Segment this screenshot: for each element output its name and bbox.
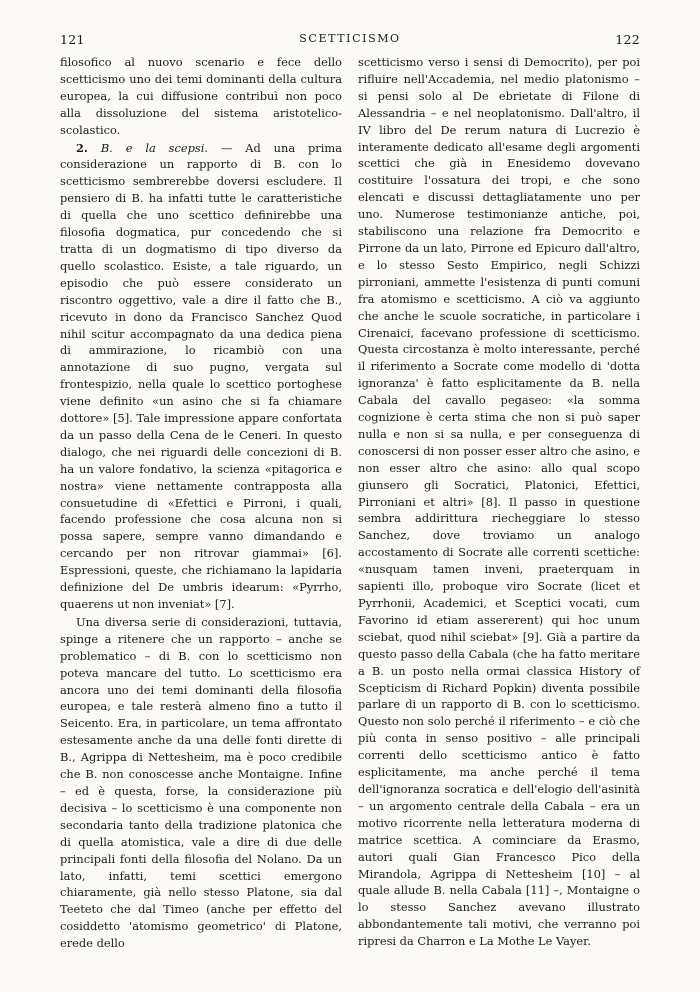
section-title: B. e la scepsi. xyxy=(100,140,209,155)
left-column xyxy=(60,54,342,952)
section-text: — Ad una prima considerazione un rapporto di B. con lo scetticismo sembrerebbe doversi escludere. Il pensiero di B. ha infatti tutte le caratteristiche di quella che uno scettico definirebbe una filosofia dogmatica, pur concedendo che si tratta di un dogmatismo di tipo diverso da quello scolastico. Esiste, a tale riguardo, un episodio che può essere considerato un riscontro oggettivo, vale a dire il fatto che B., ricevuto in dono da Francisco Sanchez Quod nihil scitur accompagnato da una dedica piena di ammirazione, lo ricambiò con una annotazione di suo pugno, vergata sul frontespizio, nella quale lo scettico portoghese viene definito «un asino che si fa chiamare dottore» [5]. Tale impressione appare confortata da un passo della Cena de le Ceneri. In questo dialogo, che nei riguardi delle concezioni di B. ha un valore fondativo, la scienza «pitagorica e nostra» viene nettamente contrapposta alla consuetudine di «Efettici e Pirroni, i quali, facendo professione che cosa alcuna non si possa sapere, sempre vanno dimandando e cercando per non ritrovar giammai» [6]. Espressioni, queste, che richiamano la lapidaria definizione del De umbris idearum: «Pyrrho, quaerens ut non inveniat» [7]. xyxy=(60,140,342,611)
section-paragraph xyxy=(60,140,342,613)
right-column xyxy=(358,54,640,950)
running-head xyxy=(60,32,640,50)
right-page-number: 122 xyxy=(615,32,640,47)
paragraph-continuation: filosofico al nuovo scenario e fece dello scetticismo uno dei temi dominanti della cultura europea, la cui diffusione contribuì non poco alla dissoluzione del sistema aristotelico-scolastico. xyxy=(60,55,342,137)
section-number: 2. xyxy=(76,140,88,155)
running-title: SCETTICISMO xyxy=(299,32,401,45)
paragraph: Una diversa serie di considerazioni, tuttavia, spinge a ritenere che un rapporto – anche se problematico – di B. con lo scetticismo non poteva mancare del tutto. Lo scetticismo era ancora uno dei temi dominanti della filosofia europea, e tale resterà almeno fino a tutto il Seicento. Era, in particolare, un tema affrontato estesamente anche da una delle fonti dirette di B., Agrippa di Nettesheim, ma è poco credibile che B. non conoscesse anche Montaigne. Infine – ed è questa, forse, la considerazione più decisiva – lo scetticismo è una componente non secondaria tanto della tradizione platonica che di quella atomistica, vale a dire di due delle principali fonti della filosofia del Nolano. Da un lato, infatti, temi scettici emergono chiaramente, già nello stesso Platone, sia dal Teeteto che dal Timeo (anche per effetto del cosiddetto 'atomismo geometrico' di Platone, erede dello xyxy=(60,614,342,951)
left-page-number: 121 xyxy=(60,32,85,47)
paragraph-continuation: scetticismo verso i sensi di Democrito), per poi rifluire nell'Accademia, nel medio platonismo – si pensi solo al De ebrietate di Filone di Alessandria – e nel neoplatonismo. Dall'altro, il IV libro del De rerum natura di Lucrezio è interamente dedicato all'esame degli argomenti scettici che già in Enesidemo dovevano costituire l'ossatura dei tropi, e che sono elencati e discussi dettagliatamente uno per uno. Numerose testimonianze antiche, poi, stabiliscono una relazione fra Democrito e Pirrone da un lato, Pirrone ed Epicuro dall'altro, e lo stesso Sesto Empirico, negli Schizzi pirroniani, ammette l'esistenza di punti comuni fra atomismo e scetticismo. A ciò va aggiunto che anche le scuole socratiche, in particolare i Cirenaici, facevano professione di scetticismo. Questa circostanza è molto interessante, perché il riferimento a Socrate come modello di 'dotta ignoranza' è fatto esplicitamente da B. nella Cabala del cavallo pegaseo: «la somma cognizione è certa stima che non si può saper nulla e non si sa nulla, e per conseguenza di conoscersi di non posser esser altro che asino, e non esser altro che asino: allo qual scopo giunsero gli Socratici, Platonici, Efettici, Pirroniani et altri» [8]. Il passo in questione sembra addirittura riecheggiare lo stesso Sanchez, dove troviamo un analogo accostamento di Socrate alle correnti scettiche: «nusquam tamen inveni, praeterquam in sapienti illo, proboque viro Socrate (licet et Pyrrhonii, Academici, et Sceptici vocati, cum Favorino id etiam assererent) qui hoc unum sciebat, quod nihil sciebat» [9]. Già a partire da questo passo della Cabala (che ha fatto meritare a B. un posto nella ormai classica History of Scepticism di Richard Popkin) diventa possibile parlare di un rapporto di B. con lo scetticismo. Questo non solo perché il riferimento – e ciò che più conta in senso positivo – alle principali correnti dello scetticismo antico è fatto esplicitamente, ma anche perché il tema dell'ignoranza socratica e dell'elogio dell'asinità – un argomento centrale della Cabala – era un motivo ricorrente nella letteratura moderna di matrice scettica. A cominciare da Erasmo, autori quali Gian Francesco Pico della Mirandola, Agrippa di Nettesheim [10] – al quale allude B. nella Cabala [11] –, Montaigne o lo stesso Sanchez avevano illustrato abbondantemente tali motivi, che verranno poi ripresi da Charron e La Mothe Le Vayer. xyxy=(358,55,640,949)
